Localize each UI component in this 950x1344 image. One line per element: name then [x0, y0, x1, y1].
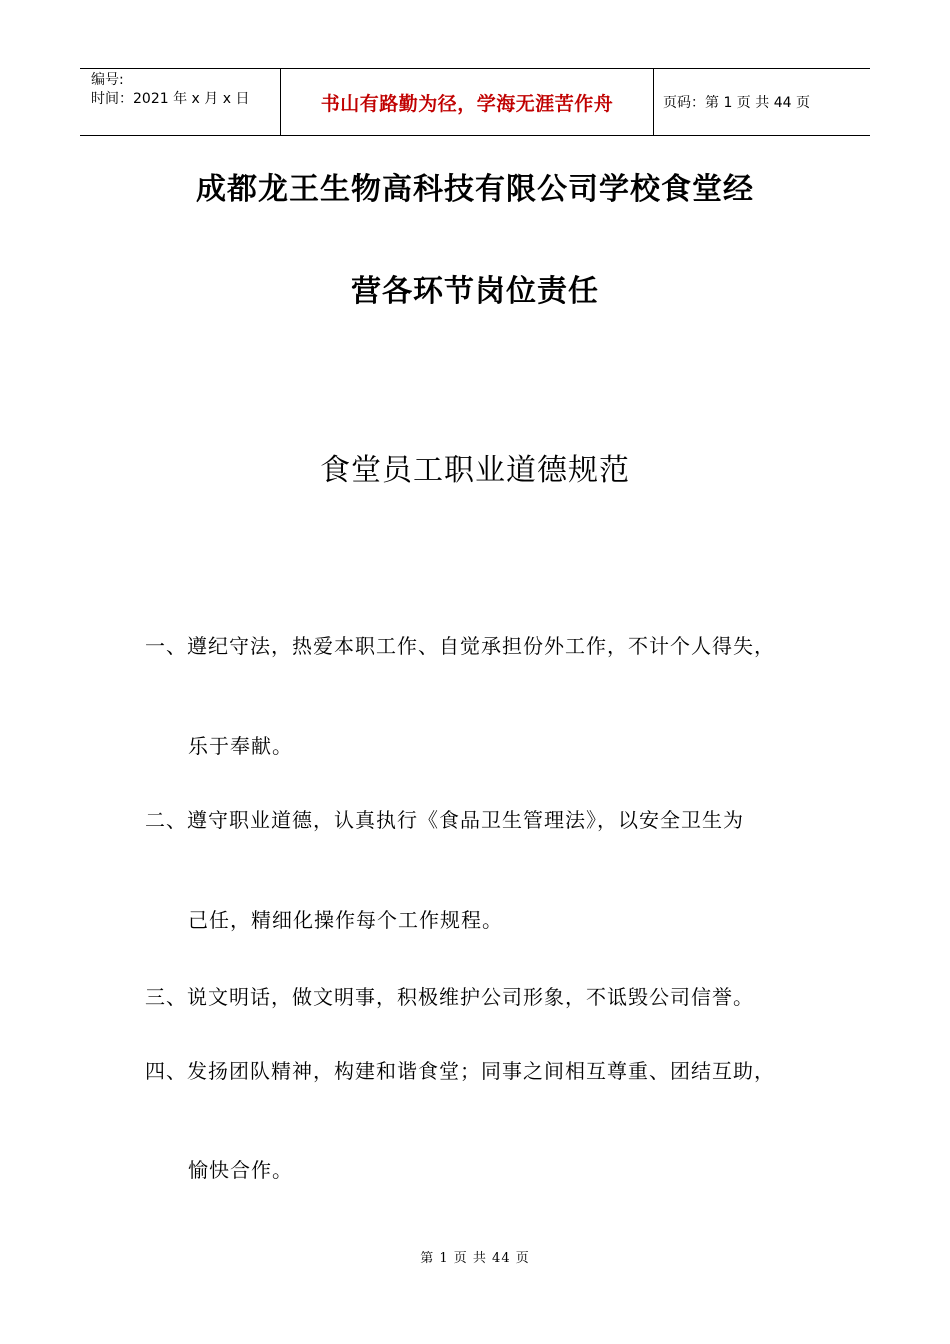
header-motto: 书山有路勤为径，学海无涯苦作舟 — [281, 69, 654, 135]
header-page-info: 页码：第 1 页 共 44 页 — [663, 95, 810, 111]
paragraph-2-line-2: 己任，精细化操作每个工作规程。 — [188, 908, 503, 932]
paragraph-2-line-1: 二、遵守职业道德，认真执行《食品卫生管理法》，以安全卫生为 — [145, 808, 744, 832]
section-title: 食堂员工职业道德规范 — [320, 453, 630, 488]
serial-number-label: 编号: — [91, 72, 124, 88]
document-header — [80, 68, 870, 136]
document-title-line-1: 成都龙王生物高科技有限公司学校食堂经 — [196, 172, 754, 207]
date-label: 时间：2021 年 x 月 x 日 — [91, 91, 250, 107]
paragraph-4-line-2: 愉快合作。 — [188, 1158, 293, 1182]
paragraph-1-line-2: 乐于奉献。 — [188, 734, 293, 758]
paragraph-3-line-1: 三、说文明话，做文明事，积极维护公司形象，不诋毁公司信誉。 — [145, 985, 754, 1009]
header-meta — [80, 69, 281, 135]
document-title-line-2: 营各环节岗位责任 — [351, 274, 599, 309]
paragraph-1-line-1: 一、遵纪守法，热爱本职工作、自觉承担份外工作，不计个人得失， — [145, 634, 775, 658]
page-footer: 第 1 页 共 44 页 — [420, 1251, 530, 1266]
paragraph-4-line-1: 四、发扬团队精神，构建和谐食堂；同事之间相互尊重、团结互助， — [145, 1059, 775, 1083]
